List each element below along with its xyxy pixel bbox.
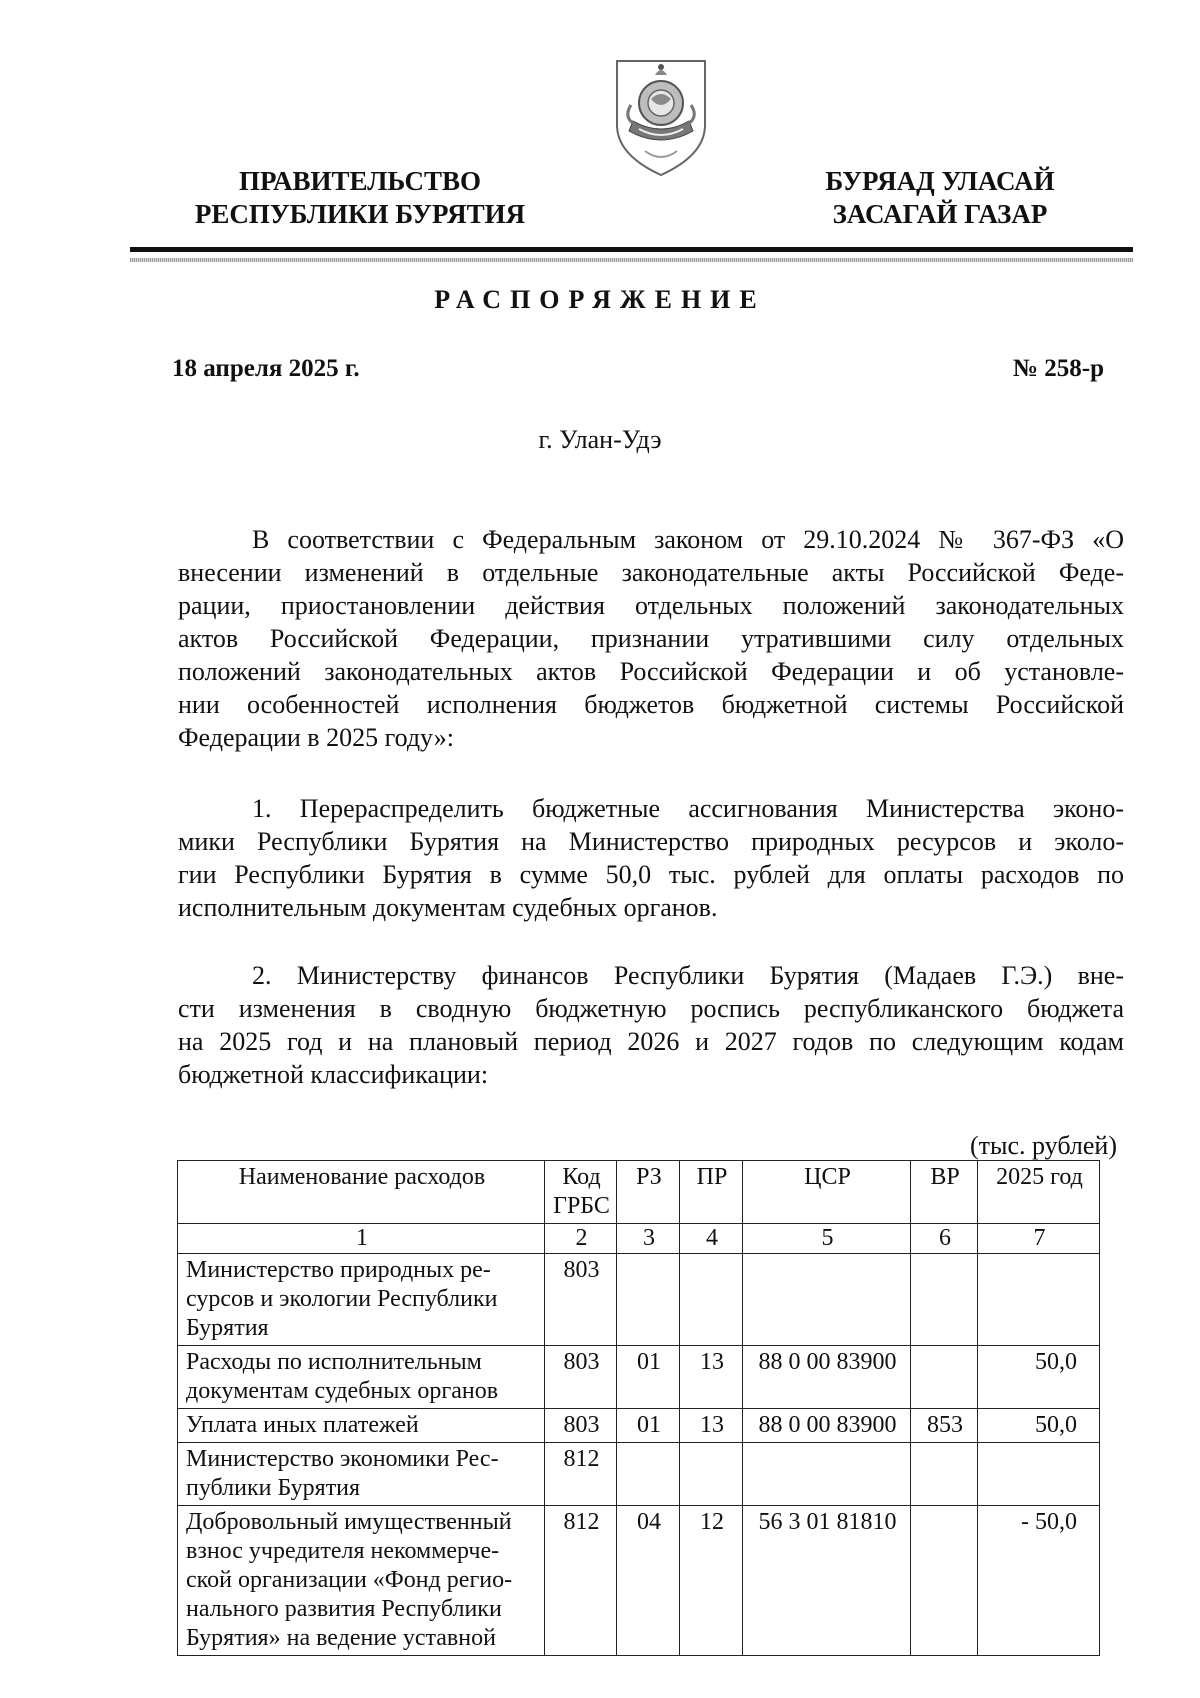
budget-table xyxy=(177,1160,1100,1656)
cell-name: Расходы по исполнительным документам судебных органов xyxy=(178,1346,545,1409)
cell-grbs: 812 xyxy=(545,1443,617,1506)
column-number: 2 xyxy=(545,1224,617,1254)
table-header-row xyxy=(178,1161,1100,1224)
cell-csr xyxy=(743,1254,911,1346)
text-line: нии особенностей исполнения бюджетов бюджетной системы Российской xyxy=(178,690,1124,719)
cell-vr: 853 xyxy=(911,1409,978,1443)
cell-csr: 56 3 01 81810 xyxy=(743,1506,911,1656)
column-number: 6 xyxy=(911,1224,978,1254)
issuer-line: БУРЯАД УЛАСАЙ xyxy=(825,166,1055,196)
cell-grbs: 803 xyxy=(545,1254,617,1346)
cell-amount: 50,0 xyxy=(978,1346,1100,1409)
table-row xyxy=(178,1443,1100,1506)
table-unit-label: (тыс. рублей) xyxy=(969,1131,1117,1160)
text-line: бюджетной классификации: xyxy=(178,1060,489,1089)
cell-amount xyxy=(978,1443,1100,1506)
cell-name: Добровольный имущественный взнос учредителя некоммерче-ской организации «Фонд регио-нального развития Республики Бурятия» на ведение уставной xyxy=(178,1506,545,1656)
text-line: внесении изменений в отдельные законодательные акты Российской Феде- xyxy=(178,558,1124,587)
text-line: сти изменения в сводную бюджетную роспись республиканского бюджета xyxy=(178,994,1124,1023)
text-line: рации, приостановлении действия отдельных положений законодательных xyxy=(178,591,1124,620)
document-date: 18 апреля 2025 г. xyxy=(172,355,360,382)
cell-rz xyxy=(617,1254,680,1346)
text-line: Федерации в 2025 году»: xyxy=(178,723,454,752)
issuer-line: ЗАСАГАЙ ГАЗАР xyxy=(832,199,1048,229)
document-city: г. Улан-Удэ xyxy=(538,425,662,454)
document-number: № 258-р xyxy=(1012,355,1104,382)
clause-2-paragraph xyxy=(178,959,1124,1091)
header-rz: РЗ xyxy=(617,1161,680,1224)
cell-pr: 13 xyxy=(680,1409,743,1443)
header-divider-thick xyxy=(130,247,1133,252)
text-line: актов Российской Федерации, признании утратившими силу отдельных xyxy=(178,624,1124,653)
cell-csr xyxy=(743,1443,911,1506)
text-line: 2. Министерству финансов Республики Бурятия (Мадаев Г.Э.) вне- xyxy=(252,961,1124,990)
cell-rz: 01 xyxy=(617,1409,680,1443)
text-line: положений законодательных актов Российской Федерации и об установле- xyxy=(178,657,1124,686)
cell-csr: 88 0 00 83900 xyxy=(743,1409,911,1443)
cell-vr xyxy=(911,1506,978,1656)
column-number: 4 xyxy=(680,1224,743,1254)
table-row xyxy=(178,1254,1100,1346)
table-row xyxy=(178,1506,1100,1656)
header-pr: ПР xyxy=(680,1161,743,1224)
header-divider-thin xyxy=(130,258,1133,262)
cell-amount xyxy=(978,1254,1100,1346)
coat-of-arms-emblem xyxy=(609,55,713,180)
clause-1-paragraph xyxy=(178,792,1124,924)
text-line: гии Республики Бурятия в сумме 50,0 тыс. рублей для оплаты расходов по xyxy=(178,860,1124,889)
column-number-row xyxy=(178,1224,1100,1254)
issuer-line: ПРАВИТЕЛЬСТВО xyxy=(238,166,482,196)
header-grbs: Код ГРБС xyxy=(545,1161,617,1224)
issuer-name-buryat xyxy=(775,165,1105,231)
column-number: 3 xyxy=(617,1224,680,1254)
table-row xyxy=(178,1346,1100,1409)
cell-grbs: 803 xyxy=(545,1409,617,1443)
cell-pr: 12 xyxy=(680,1506,743,1656)
header-name: Наименование расходов xyxy=(178,1161,545,1224)
header-vr: ВР xyxy=(911,1161,978,1224)
text-line: В соответствии с Федеральным законом от 29.10.2024 № 367-ФЗ «О xyxy=(252,525,1124,554)
cell-rz: 04 xyxy=(617,1506,680,1656)
header-csr: ЦСР xyxy=(743,1161,911,1224)
issuer-line: РЕСПУБЛИКИ БУРЯТИЯ xyxy=(194,199,526,229)
cell-vr xyxy=(911,1346,978,1409)
column-number: 1 xyxy=(178,1224,545,1254)
table-row xyxy=(178,1409,1100,1443)
cell-pr xyxy=(680,1443,743,1506)
cell-name: Уплата иных платежей xyxy=(178,1409,545,1443)
cell-amount: 50,0 xyxy=(978,1409,1100,1443)
cell-grbs: 803 xyxy=(545,1346,617,1409)
text-line: 1. Перераспределить бюджетные ассигнования Министерства эконо- xyxy=(252,794,1124,823)
text-line: исполнительным документам судебных органов. xyxy=(178,893,718,922)
cell-rz xyxy=(617,1443,680,1506)
column-number: 5 xyxy=(743,1224,911,1254)
cell-pr: 13 xyxy=(680,1346,743,1409)
cell-name: Министерство экономики Рес-публики Бурятия xyxy=(178,1443,545,1506)
cell-vr xyxy=(911,1254,978,1346)
cell-vr xyxy=(911,1443,978,1506)
preamble-paragraph xyxy=(178,523,1124,754)
issuer-name-russian xyxy=(170,165,550,231)
cell-amount: - 50,0 xyxy=(978,1506,1100,1656)
text-line: мики Республики Бурятия на Министерство природных ресурсов и эколо- xyxy=(178,827,1124,856)
cell-csr: 88 0 00 83900 xyxy=(743,1346,911,1409)
document-type-title: РАСПОРЯЖЕНИЕ xyxy=(434,285,766,314)
cell-pr xyxy=(680,1254,743,1346)
header-amount: 2025 год xyxy=(978,1161,1100,1224)
column-number: 7 xyxy=(978,1224,1100,1254)
cell-rz: 01 xyxy=(617,1346,680,1409)
cell-grbs: 812 xyxy=(545,1506,617,1656)
text-line: на 2025 год и на плановый период 2026 и 2027 годов по следующим кодам xyxy=(178,1027,1124,1056)
cell-name: Министерство природных ре-сурсов и экологии Республики Бурятия xyxy=(178,1254,545,1346)
